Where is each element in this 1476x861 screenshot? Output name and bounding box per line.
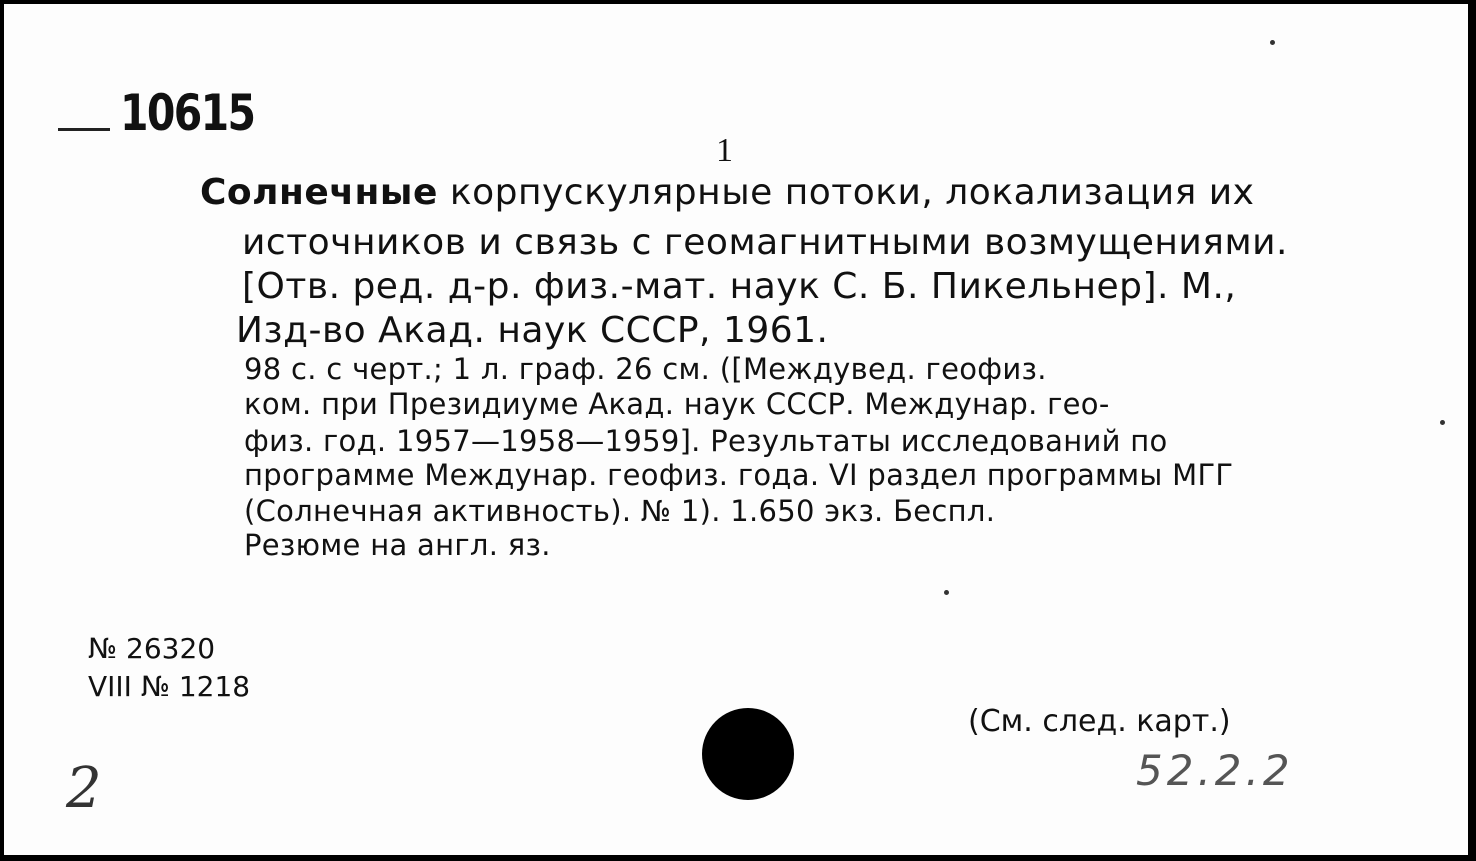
detail-line-3: физ. год. 1957—1958—1959]. Результаты исследований по bbox=[244, 424, 1168, 458]
title-line-1 bbox=[200, 172, 1254, 213]
speck-dot bbox=[1270, 40, 1275, 45]
handwritten-mark: 2 bbox=[66, 756, 102, 821]
detail-line-4: программе Междунар. геофиз. года. VI раздел программы МГГ bbox=[244, 458, 1234, 492]
title-line-2: источников и связь с геомагнитными возмущениями. bbox=[242, 222, 1288, 263]
corner-number: 10615 bbox=[120, 84, 255, 142]
title-line-1-text: корпускулярные потоки, локализация их bbox=[449, 172, 1255, 213]
inventory-number-2: VIII № 1218 bbox=[88, 670, 251, 703]
next-card-note: (См. след. карт.) bbox=[968, 704, 1231, 739]
detail-line-2: ком. при Президиуме Акад. наук СССР. Междунар. гео- bbox=[244, 387, 1110, 421]
punch-hole bbox=[702, 708, 794, 800]
detail-line-5: (Солнечная активность). № 1). 1.650 экз. Беспл. bbox=[244, 494, 996, 528]
speck-dot bbox=[1440, 420, 1445, 425]
detail-line-1: 98 с. с черт.; 1 л. граф. 26 см. ([Междувед. геофиз. bbox=[244, 352, 1047, 386]
card-sequence-number: 1 bbox=[716, 132, 733, 169]
title-line-4: Изд-во Акад. наук СССР, 1961. bbox=[236, 310, 829, 351]
title-lead-word: Солнечные bbox=[200, 172, 438, 213]
corner-dash bbox=[58, 128, 110, 131]
detail-line-6: Резюме на англ. яз. bbox=[244, 528, 551, 562]
title-line-3: [Отв. ред. д-р. физ.-мат. наук С. Б. Пикельнер]. М., bbox=[242, 266, 1237, 307]
pencil-note: 52.2.2 bbox=[1136, 746, 1294, 795]
speck-dot bbox=[944, 590, 949, 595]
inventory-number: № 26320 bbox=[88, 632, 216, 665]
catalog-card bbox=[4, 4, 1468, 855]
